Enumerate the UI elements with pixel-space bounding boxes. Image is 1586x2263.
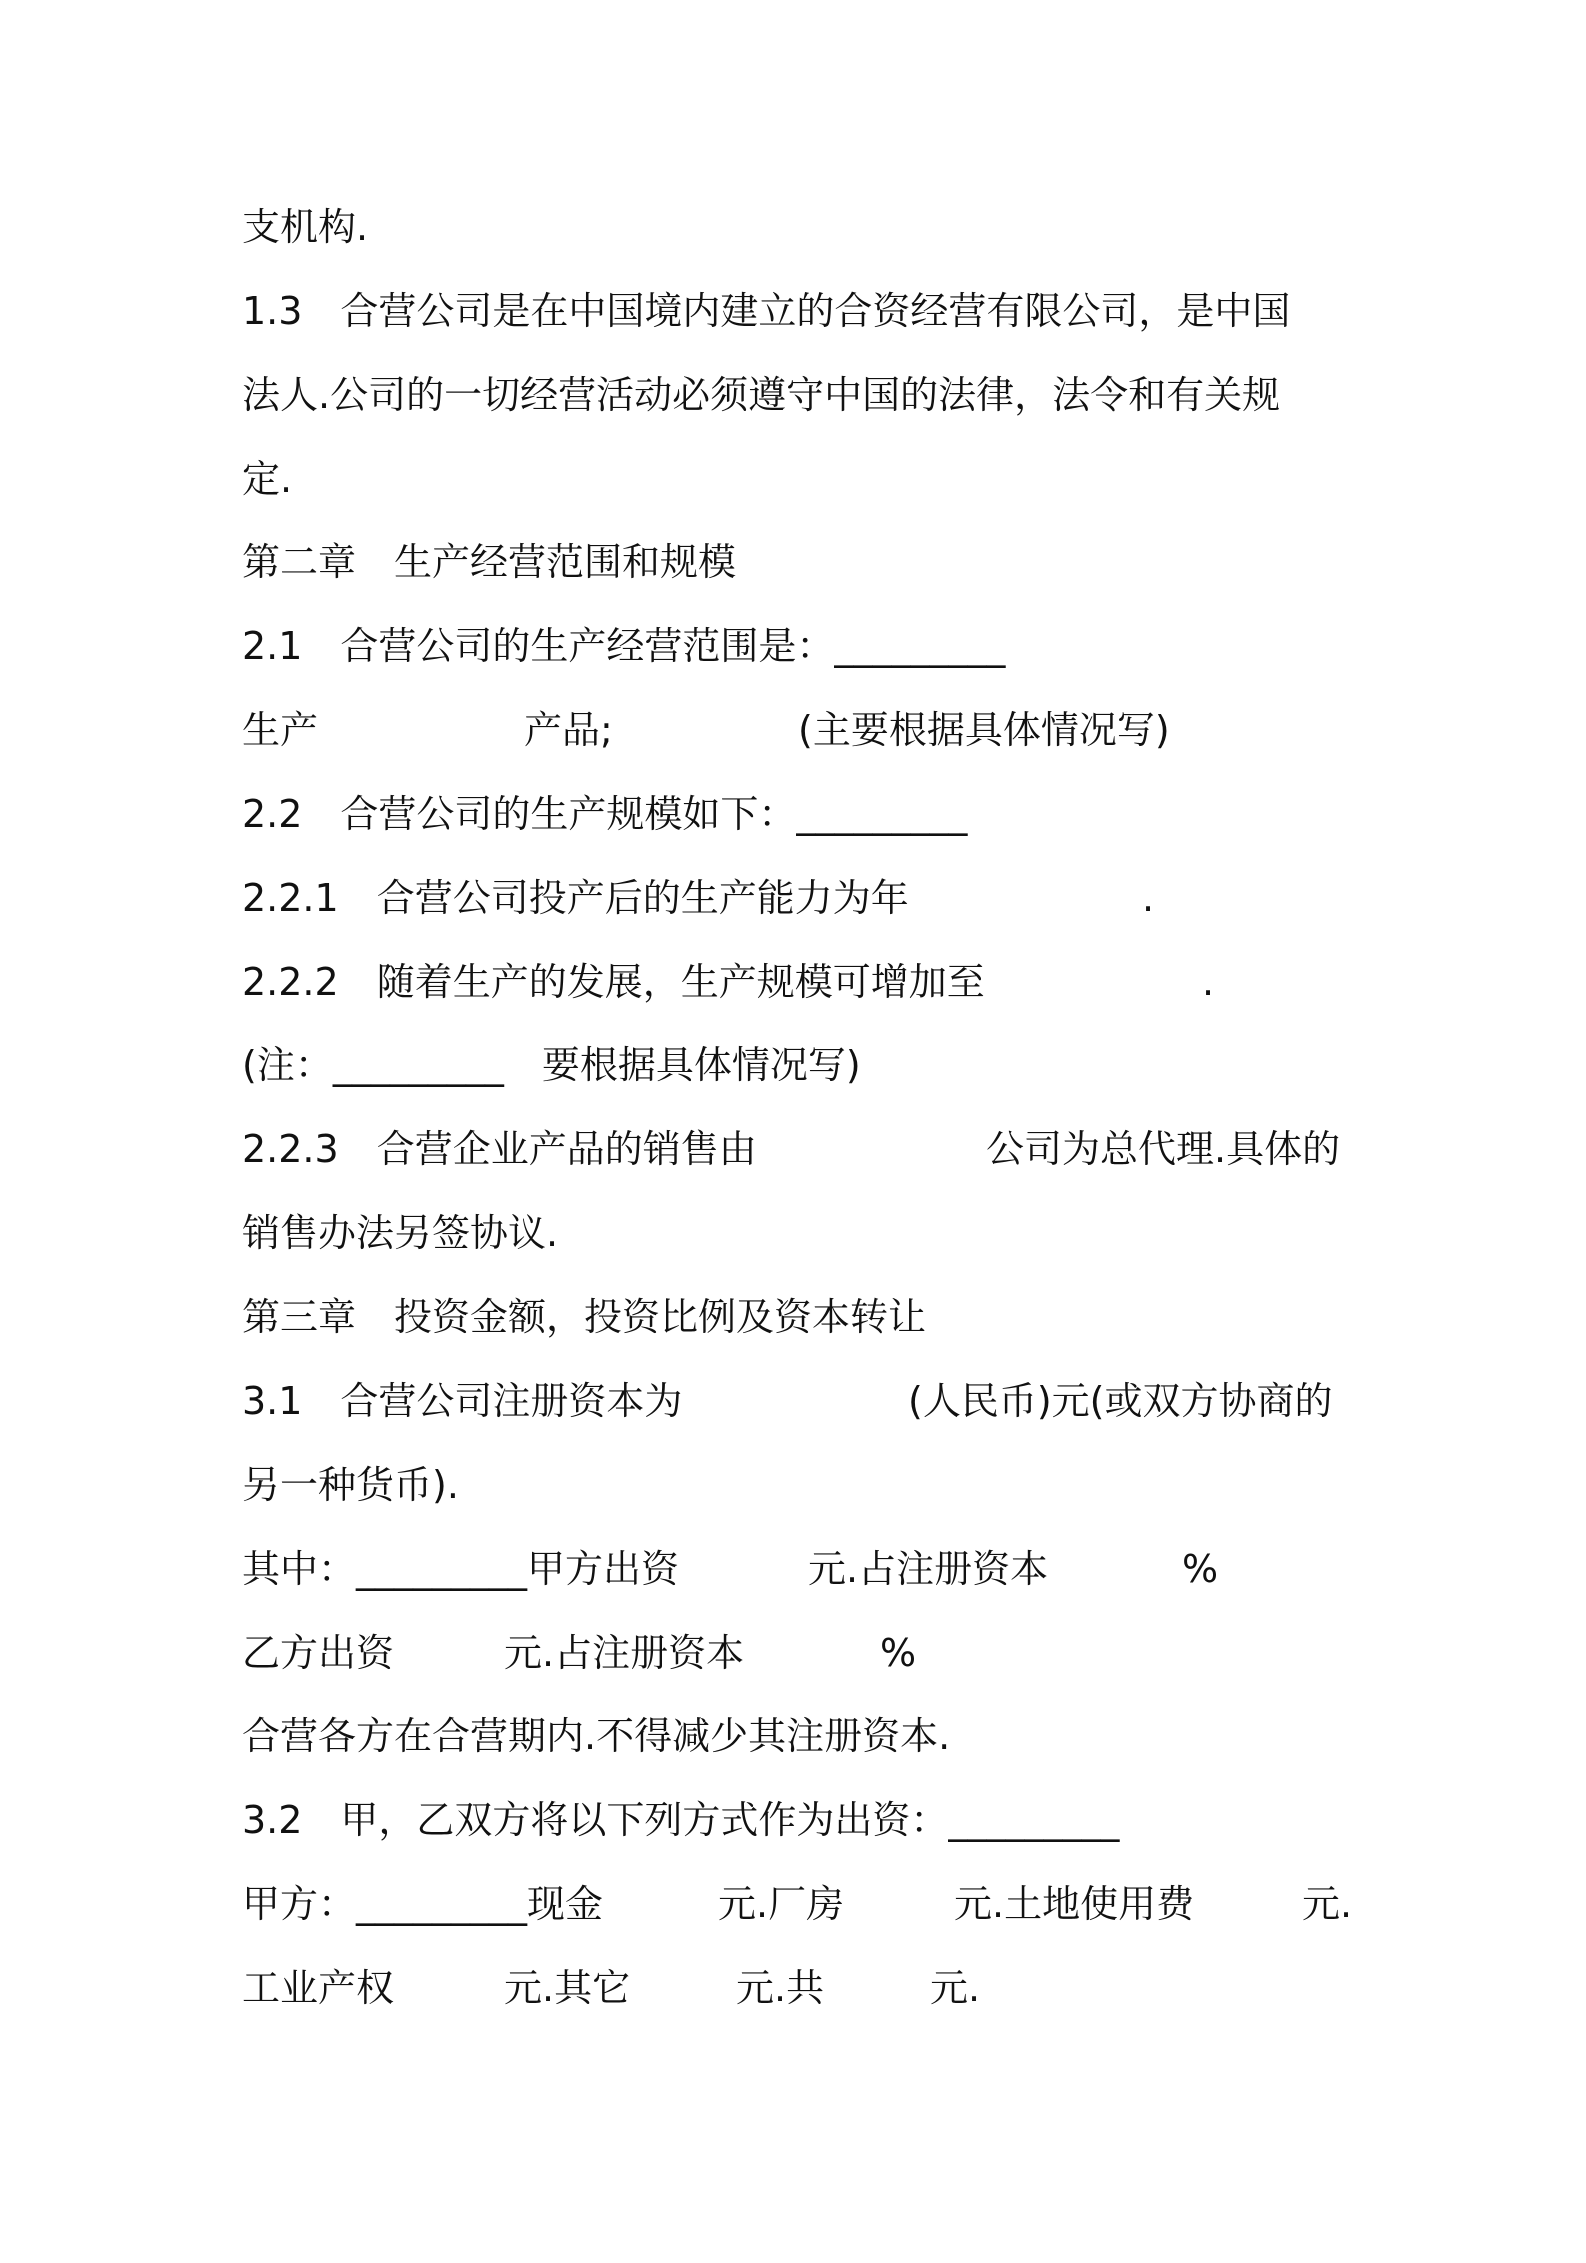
clause-2-2-2 [242, 957, 1215, 1007]
paragraph-line: 定. [242, 457, 293, 501]
text-segment: % [1182, 1547, 1219, 1591]
text-segment: 2.2.2 随着生产的发展，生产规模可增加至 [242, 960, 985, 1004]
text-segment: 乙方出资 [242, 1631, 395, 1675]
text-segment: 其中：_________甲方出资 [242, 1547, 680, 1591]
text-segment: 元. [1302, 1882, 1353, 1926]
chapter-3-heading: 第三章 投资金额，投资比例及资本转让 [242, 1295, 927, 1339]
clause-3-1 [242, 1376, 1333, 1426]
text-segment: (人民币)元(或双方协商的 [908, 1379, 1333, 1423]
clause-1-3: 1.3 合营公司是在中国境内建立的合资经营有限公司，是中国 [242, 289, 1291, 333]
paragraph-line: 法人.公司的一切经营活动必须遵守中国的法律，法令和有关规 [242, 373, 1281, 417]
text-segment: 2.2.3 合营企业产品的销售由 [242, 1127, 757, 1171]
text-segment: . [1202, 960, 1215, 1004]
chapter-2-heading: 第二章 生产经营范围和规模 [242, 540, 737, 584]
text-segment: (主要根据具体情况写) [798, 708, 1170, 752]
note-line: (注：_________ 要根据具体情况写) [242, 1043, 861, 1087]
paragraph-line: 合营各方在合营期内.不得减少其注册资本. [242, 1714, 951, 1758]
paragraph-line: 销售办法另签协议. [242, 1211, 559, 1255]
text-segment: 元.占注册资本 [808, 1547, 1049, 1591]
party-a-items-continued [242, 1963, 981, 2013]
text-segment: 元.占注册资本 [504, 1631, 745, 1675]
text-segment: 3.1 合营公司注册资本为 [242, 1379, 683, 1423]
party-a-items [242, 1879, 1353, 1929]
text-segment: 元.土地使用费 [954, 1882, 1195, 1926]
paragraph-line: 另一种货币). [242, 1463, 459, 1507]
text-segment: 工业产权 [242, 1966, 395, 2010]
text-segment: 2.2.1 合营公司投产后的生产能力为年 [242, 876, 909, 920]
clause-2-2-1 [242, 873, 1155, 923]
text-segment: 产品; [524, 708, 613, 752]
paragraph-line: 支机构. [242, 205, 369, 249]
text-segment: 元.共 [736, 1966, 825, 2010]
text-segment: % [880, 1631, 917, 1675]
text-segment: . [1142, 876, 1155, 920]
party-b-contribution [242, 1628, 917, 1678]
clause-2-1: 2.1 合营公司的生产经营范围是：_________ [242, 624, 1006, 668]
clause-2-2-3 [242, 1124, 1341, 1174]
text-segment: 元. [930, 1966, 981, 2010]
text-segment: 元.厂房 [718, 1882, 845, 1926]
text-segment: 公司为总代理.具体的 [986, 1127, 1341, 1171]
text-segment: 甲方：_________现金 [242, 1882, 604, 1926]
clause-3-2: 3.2 甲，乙双方将以下列方式作为出资：_________ [242, 1798, 1120, 1842]
clause-2-2: 2.2 合营公司的生产规模如下：_________ [242, 792, 968, 836]
text-segment: 元.其它 [504, 1966, 631, 2010]
text-segment: 生产 [242, 708, 319, 752]
party-a-contribution [242, 1544, 1219, 1594]
paragraph-line [242, 705, 1170, 755]
